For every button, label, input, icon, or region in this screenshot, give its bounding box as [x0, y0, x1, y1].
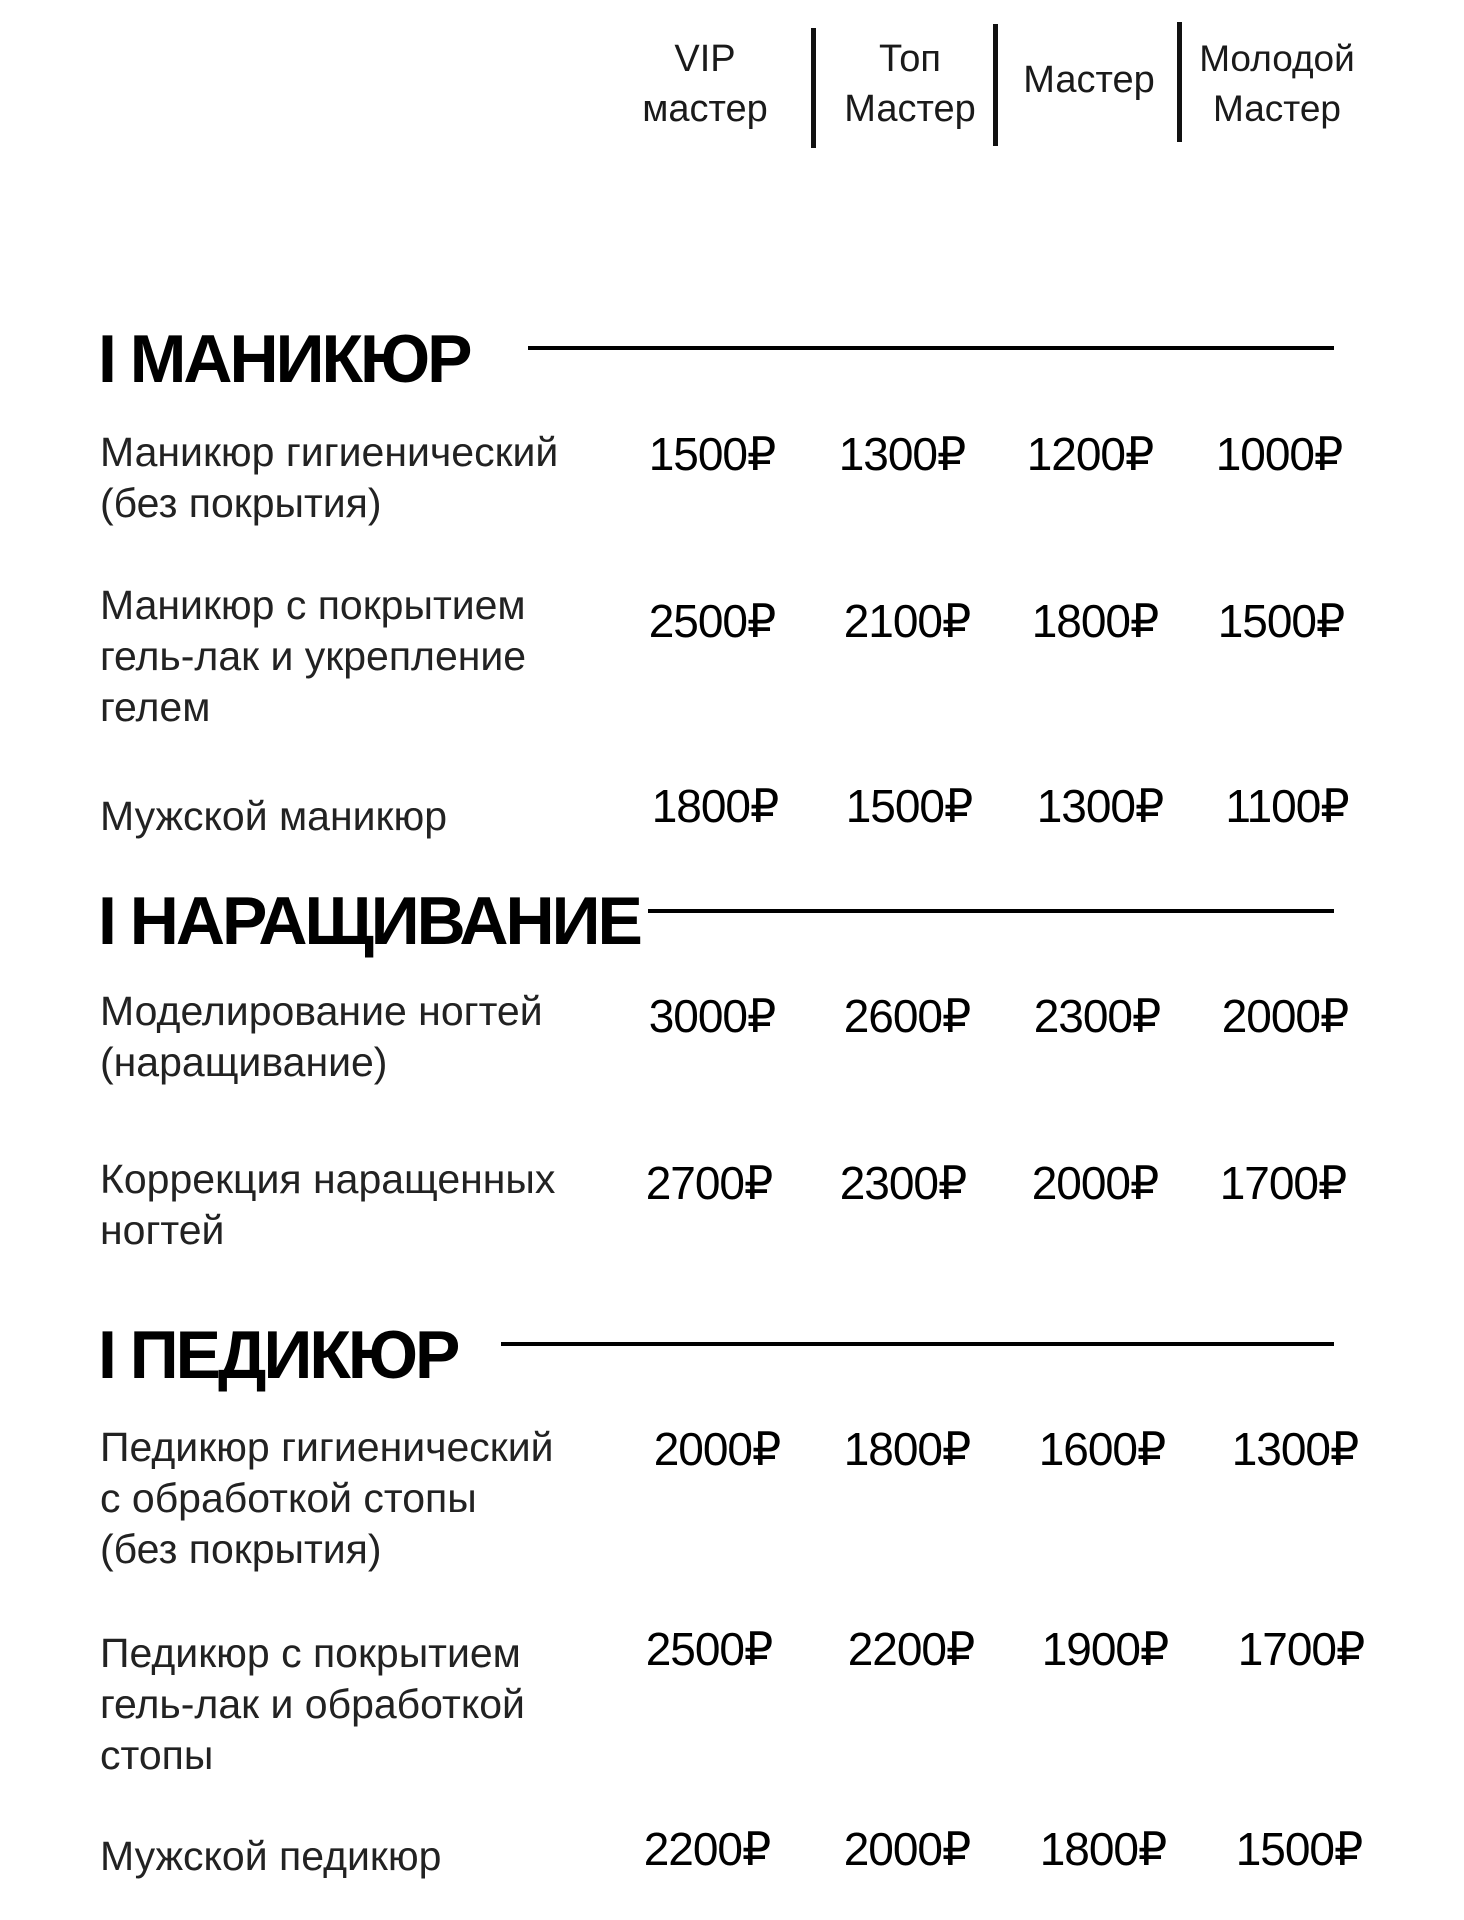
column-header-line1: VIP — [674, 38, 736, 80]
price-vip: 3000₽ — [648, 990, 776, 1042]
price-young: 1300₽ — [1231, 1423, 1359, 1475]
column-header-line2: мастер — [642, 88, 768, 130]
service-label: Мужской маникюр — [100, 793, 448, 839]
price-vip: 2500₽ — [648, 595, 776, 647]
price-master: 2000₽ — [1031, 1157, 1159, 1209]
section-divider — [501, 1342, 1334, 1346]
price-top: 2600₽ — [843, 990, 971, 1042]
price-vip: 2200₽ — [643, 1823, 771, 1875]
price-young: 1700₽ — [1237, 1623, 1365, 1675]
column-separator — [993, 24, 998, 146]
column-header-line2: Мастер — [844, 88, 976, 130]
price-young: 1100₽ — [1225, 780, 1349, 832]
price-young: 2000₽ — [1221, 990, 1349, 1042]
service-label: Мужской педикюр — [100, 1833, 442, 1879]
section-title-pedicure: I ПЕДИКЮР — [98, 1317, 458, 1393]
column-header-line1: Топ — [879, 38, 941, 80]
price-vip: 2700₽ — [645, 1157, 773, 1209]
price-young: 1500₽ — [1217, 595, 1345, 647]
price-young: 1500₽ — [1235, 1823, 1363, 1875]
price-top: 1800₽ — [843, 1423, 971, 1475]
price-top: 2300₽ — [839, 1157, 967, 1209]
price-master: 2300₽ — [1033, 990, 1161, 1042]
column-separator — [811, 28, 816, 148]
price-master: 1300₽ — [1036, 780, 1164, 832]
section-divider — [648, 909, 1334, 913]
price-master: 1600₽ — [1038, 1423, 1166, 1475]
price-top: 1500₽ — [845, 780, 973, 832]
section-title-manicure: I МАНИКЮР — [98, 321, 470, 397]
price-top: 2200₽ — [847, 1623, 975, 1675]
service-label: Моделирование ногтей (наращивание) — [100, 988, 543, 1085]
service-label: Коррекция наращенных ногтей — [100, 1156, 556, 1253]
column-header-line1: Молодой — [1199, 38, 1355, 79]
section-title-extensions: I НАРАЩИВАНИЕ — [98, 883, 640, 959]
price-top: 2100₽ — [843, 595, 971, 647]
price-master: 1200₽ — [1026, 428, 1154, 480]
price-vip: 1800₽ — [651, 780, 779, 832]
column-header-line1: Мастер — [1023, 59, 1155, 101]
price-master: 1900₽ — [1041, 1623, 1169, 1675]
column-header-line2: Мастер — [1212, 88, 1341, 129]
price-vip: 2500₽ — [645, 1623, 773, 1675]
price-top: 1300₽ — [838, 428, 966, 480]
price-top: 2000₽ — [843, 1823, 971, 1875]
price-master: 1800₽ — [1031, 595, 1159, 647]
column-header-master — [1003, 55, 1175, 105]
price-vip: 2000₽ — [653, 1423, 781, 1475]
column-header-top — [820, 34, 1000, 134]
section-divider — [528, 346, 1334, 350]
price-vip: 1500₽ — [648, 428, 776, 480]
column-header-young — [1182, 34, 1372, 134]
price-young: 1700₽ — [1219, 1157, 1347, 1209]
service-label: Маникюр с покрытием гель-лак и укрепление гелем — [100, 582, 527, 730]
price-young: 1000₽ — [1215, 428, 1343, 480]
service-label: Маникюр гигиенический (без покрытия) — [100, 429, 559, 526]
service-label: Педикюр гигиенический с обработкой стопы (без покрытия) — [100, 1424, 554, 1572]
service-label: Педикюр с покрытием гель-лак и обработкой стопы — [100, 1630, 525, 1778]
column-header-vip — [615, 34, 795, 134]
price-master: 1800₽ — [1039, 1823, 1167, 1875]
